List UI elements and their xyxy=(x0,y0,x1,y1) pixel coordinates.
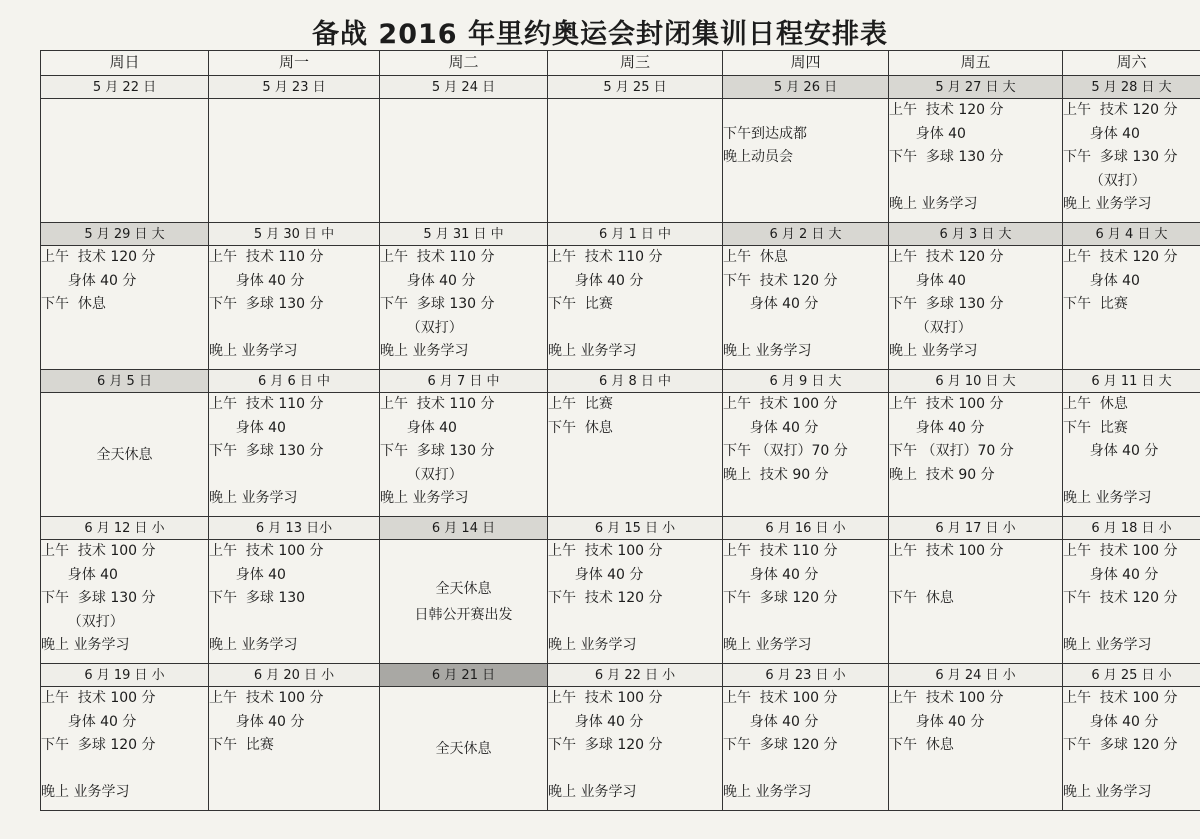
schedule-cell: 全天休息 xyxy=(41,393,209,517)
schedule-cell: 上午 技术 100 分 身体 40 分 下午 多球 120 分 晚上 业务学习 xyxy=(41,687,209,811)
date-cell: 5 月 23 日 xyxy=(209,76,380,99)
weekday-header: 周一 xyxy=(209,51,380,76)
schedule-cell: 上午 技术 120 分 身体 40 下午 多球 130 分 晚上 业务学习 xyxy=(889,99,1063,223)
schedule-cell: 上午 技术 120 分 身体 40 下午 比赛 xyxy=(1063,246,1200,370)
date-cell: 6 月 16 日 小 xyxy=(723,517,889,540)
schedule-cell xyxy=(548,99,723,223)
schedule-cell: 上午 技术 120 分 身体 40 分 下午 休息 xyxy=(41,246,209,370)
date-cell: 6 月 17 日 小 xyxy=(889,517,1063,540)
schedule-cell: 上午 技术 120 分 身体 40 下午 多球 130 分 （双打） 晚上 业务学习 xyxy=(889,246,1063,370)
schedule-row xyxy=(41,540,1200,664)
date-cell: 6 月 18 日 小 xyxy=(1063,517,1200,540)
date-row xyxy=(41,370,1200,393)
schedule-table xyxy=(40,50,1200,811)
schedule-cell: 上午 技术 100 分 身体 40 分 下午 技术 120 分 晚上 业务学习 xyxy=(1063,540,1200,664)
schedule-cell: 下午到达成都 晚上动员会 xyxy=(723,99,889,223)
schedule-row xyxy=(41,687,1200,811)
date-cell: 6 月 2 日 大 xyxy=(723,223,889,246)
date-cell: 5 月 22 日 xyxy=(41,76,209,99)
weekday-header-row xyxy=(41,51,1200,76)
date-cell: 5 月 24 日 xyxy=(380,76,548,99)
date-row xyxy=(41,517,1200,540)
date-cell: 6 月 14 日 xyxy=(380,517,548,540)
schedule-cell: 全天休息 日韩公开赛出发 xyxy=(380,540,548,664)
date-cell: 6 月 7 日 中 xyxy=(380,370,548,393)
schedule-cell xyxy=(209,99,380,223)
schedule-cell: 上午 技术 100 分 身体 40 分 下午 休息 xyxy=(889,687,1063,811)
schedule-cell: 上午 技术 110 分 身体 40 分 下午 多球 130 分 （双打） 晚上 业务学习 xyxy=(380,246,548,370)
schedule-row xyxy=(41,246,1200,370)
date-cell: 5 月 30 日 中 xyxy=(209,223,380,246)
schedule-cell: 上午 技术 110 分 身体 40 分 下午 比赛 晚上 业务学习 xyxy=(548,246,723,370)
date-cell: 5 月 27 日 大 xyxy=(889,76,1063,99)
date-row xyxy=(41,223,1200,246)
date-cell: 6 月 15 日 小 xyxy=(548,517,723,540)
date-cell: 6 月 5 日 xyxy=(41,370,209,393)
schedule-cell: 上午 技术 100 分 身体 40 分 下午 （双打）70 分 晚上 技术 90 分 xyxy=(723,393,889,517)
schedule-cell: 上午 技术 100 分 身体 40 分 下午 多球 120 分 晚上 业务学习 xyxy=(723,687,889,811)
date-cell: 6 月 13 日小 xyxy=(209,517,380,540)
date-cell: 5 月 29 日 大 xyxy=(41,223,209,246)
weekday-header: 周日 xyxy=(41,51,209,76)
schedule-cell: 上午 技术 100 分 身体 40 下午 多球 130 分 （双打） 晚上 业务学习 xyxy=(41,540,209,664)
schedule-cell: 上午 技术 100 分 身体 40 分 下午 多球 120 分 晚上 业务学习 xyxy=(1063,687,1200,811)
schedule-cell xyxy=(380,99,548,223)
date-cell: 6 月 12 日 小 xyxy=(41,517,209,540)
weekday-header: 周五 xyxy=(889,51,1063,76)
schedule-cell: 上午 技术 100 分 下午 休息 xyxy=(889,540,1063,664)
date-cell: 5 月 28 日 大 xyxy=(1063,76,1200,99)
weekday-header: 周四 xyxy=(723,51,889,76)
schedule-cell: 上午 技术 110 分 身体 40 分 下午 多球 130 分 晚上 业务学习 xyxy=(209,246,380,370)
date-cell: 6 月 20 日 小 xyxy=(209,664,380,687)
schedule-cell: 上午 技术 100 分 身体 40 分 下午 技术 120 分 晚上 业务学习 xyxy=(548,540,723,664)
page-title: 备战 2016 年里约奥运会封闭集训日程安排表 xyxy=(312,19,888,50)
weekday-header: 周六 xyxy=(1063,51,1200,76)
date-cell: 5 月 25 日 xyxy=(548,76,723,99)
date-cell: 5 月 31 日 中 xyxy=(380,223,548,246)
schedule-row xyxy=(41,99,1200,223)
weekday-header: 周三 xyxy=(548,51,723,76)
schedule-cell: 上午 技术 100 分 身体 40 分 下午 比赛 xyxy=(209,687,380,811)
schedule-cell: 上午 技术 120 分 身体 40 下午 多球 130 分 （双打） 晚上 业务学习 xyxy=(1063,99,1200,223)
date-row xyxy=(41,76,1200,99)
date-cell: 6 月 1 日 中 xyxy=(548,223,723,246)
date-cell: 5 月 26 日 xyxy=(723,76,889,99)
schedule-cell: 上午 技术 100 分 身体 40 分 下午 多球 120 分 晚上 业务学习 xyxy=(548,687,723,811)
date-cell: 6 月 25 日 小 xyxy=(1063,664,1200,687)
weekday-header: 周二 xyxy=(380,51,548,76)
date-cell: 6 月 4 日 大 xyxy=(1063,223,1200,246)
schedule-cell xyxy=(41,99,209,223)
schedule-row xyxy=(41,393,1200,517)
schedule-cell: 上午 技术 110 分 身体 40 分 下午 多球 120 分 晚上 业务学习 xyxy=(723,540,889,664)
date-cell: 6 月 11 日 大 xyxy=(1063,370,1200,393)
schedule-cell: 上午 技术 100 分 身体 40 分 下午 （双打）70 分 晚上 技术 90 分 xyxy=(889,393,1063,517)
schedule-cell: 上午 技术 110 分 身体 40 下午 多球 130 分 （双打） 晚上 业务学习 xyxy=(380,393,548,517)
schedule-cell: 上午 技术 100 分 身体 40 下午 多球 130 晚上 业务学习 xyxy=(209,540,380,664)
date-row xyxy=(41,664,1200,687)
date-cell: 6 月 24 日 小 xyxy=(889,664,1063,687)
schedule-cell: 上午 休息 下午 技术 120 分 身体 40 分 晚上 业务学习 xyxy=(723,246,889,370)
date-cell: 6 月 21 日 xyxy=(380,664,548,687)
schedule-cell: 全天休息 xyxy=(380,687,548,811)
date-cell: 6 月 23 日 小 xyxy=(723,664,889,687)
schedule-cell: 上午 休息 下午 比赛 身体 40 分 晚上 业务学习 xyxy=(1063,393,1200,517)
date-cell: 6 月 6 日 中 xyxy=(209,370,380,393)
schedule-cell: 上午 技术 110 分 身体 40 下午 多球 130 分 晚上 业务学习 xyxy=(209,393,380,517)
schedule-cell: 上午 比赛 下午 休息 xyxy=(548,393,723,517)
date-cell: 6 月 10 日 大 xyxy=(889,370,1063,393)
date-cell: 6 月 8 日 中 xyxy=(548,370,723,393)
date-cell: 6 月 3 日 大 xyxy=(889,223,1063,246)
date-cell: 6 月 9 日 大 xyxy=(723,370,889,393)
date-cell: 6 月 19 日 小 xyxy=(41,664,209,687)
date-cell: 6 月 22 日 小 xyxy=(548,664,723,687)
